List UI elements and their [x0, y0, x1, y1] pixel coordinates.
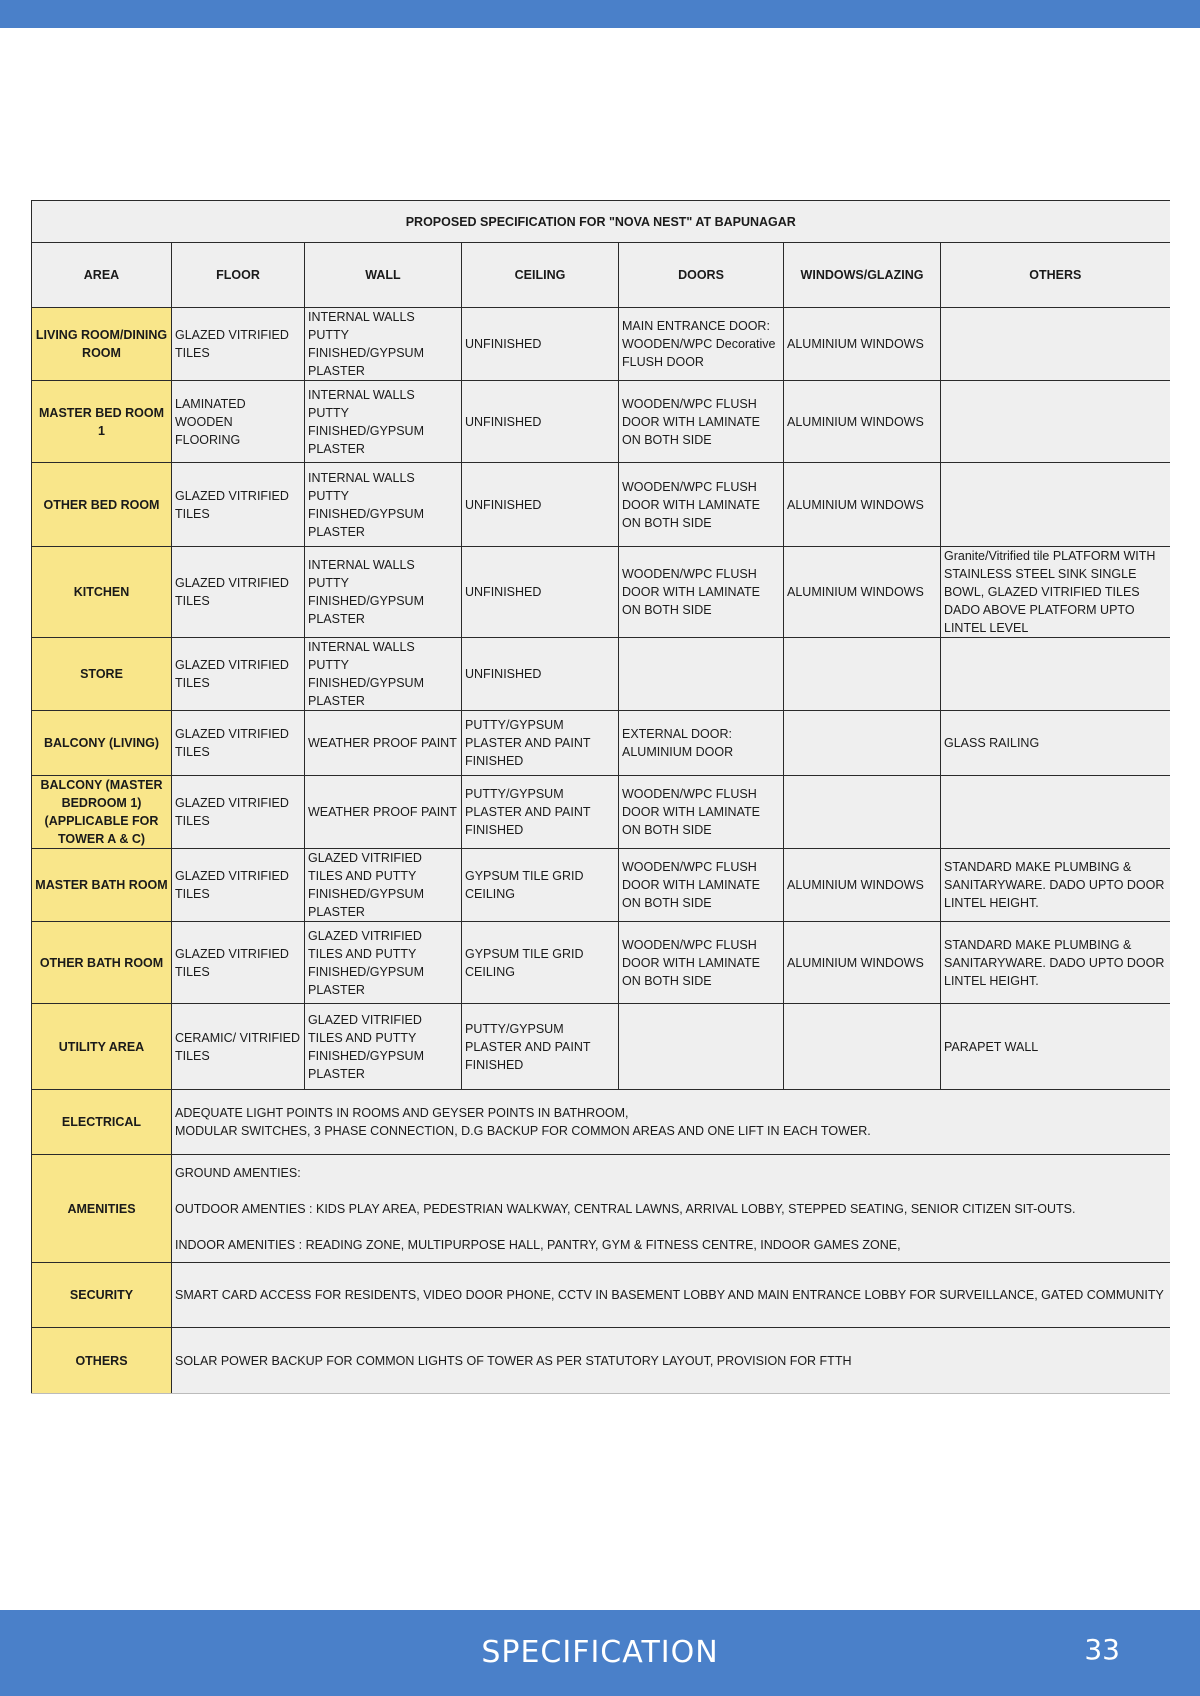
- cell-ceiling: UNFINISHED: [462, 381, 619, 463]
- cell-area: UTILITY AREA: [32, 1004, 172, 1090]
- cell-ceiling: PUTTY/GYPSUM PLASTER AND PAINT FINISHED: [462, 776, 619, 849]
- electrical-label: ELECTRICAL: [32, 1090, 172, 1155]
- cell-others: Granite/Vitrified tile PLATFORM WITH STAINLESS STEEL SINK SINGLE BOWL, GLAZED VITRIFIED TILES DADO ABOVE PLATFORM UPTO LINTEL LEVEL: [941, 547, 1170, 638]
- cell-windows: ALUMINIUM WINDOWS: [784, 308, 941, 381]
- cell-others: PARAPET WALL: [941, 1004, 1170, 1090]
- cell-others: [941, 638, 1170, 711]
- electrical-line-2: MODULAR SWITCHES, 3 PHASE CONNECTION, D.G BACKUP FOR COMMON AREAS AND ONE LIFT IN EACH TOWER.: [175, 1124, 871, 1138]
- cell-doors: WOODEN/WPC FLUSH DOOR WITH LAMINATE ON BOTH SIDE: [619, 547, 784, 638]
- amenities-text: [172, 1155, 1170, 1263]
- cell-floor: GLAZED VITRIFIED TILES: [172, 547, 305, 638]
- cell-area: LIVING ROOM/DINING ROOM: [32, 308, 172, 381]
- cell-ceiling: UNFINISHED: [462, 463, 619, 547]
- table-row: [32, 463, 1170, 547]
- cell-windows: ALUMINIUM WINDOWS: [784, 463, 941, 547]
- security-row: [32, 1263, 1170, 1328]
- cell-wall: INTERNAL WALLS PUTTY FINISHED/GYPSUM PLASTER: [305, 638, 462, 711]
- header-windows: WINDOWS/GLAZING: [784, 243, 941, 308]
- table-row: [32, 1004, 1170, 1090]
- header-area: AREA: [32, 243, 172, 308]
- cell-wall: INTERNAL WALLS PUTTY FINISHED/GYPSUM PLASTER: [305, 381, 462, 463]
- top-bar: [0, 0, 1200, 28]
- cell-floor: GLAZED VITRIFIED TILES: [172, 308, 305, 381]
- amenities-outdoor: OUTDOOR AMENTIES : KIDS PLAY AREA, PEDESTRIAN WALKWAY, CENTRAL LAWNS, ARRIVAL LOBBY, STEPPED SEATING, SENIOR CITIZEN SIT-OUTS.: [175, 1201, 1076, 1216]
- table-title: PROPOSED SPECIFICATION FOR "NOVA NEST" AT BAPUNAGAR: [32, 201, 1170, 243]
- table-row: [32, 922, 1170, 1004]
- cell-wall: WEATHER PROOF PAINT: [305, 776, 462, 849]
- cell-ceiling: PUTTY/GYPSUM PLASTER AND PAINT FINISHED: [462, 711, 619, 776]
- cell-ceiling: UNFINISHED: [462, 638, 619, 711]
- cell-windows: ALUMINIUM WINDOWS: [784, 922, 941, 1004]
- electrical-text: [172, 1090, 1170, 1155]
- cell-others: [941, 381, 1170, 463]
- cell-ceiling: GYPSUM TILE GRID CEILING: [462, 849, 619, 922]
- cell-floor: LAMINATED WOODEN FLOORING: [172, 381, 305, 463]
- cell-area: BALCONY (MASTER BEDROOM 1) (APPLICABLE FOR TOWER A & C): [32, 776, 172, 849]
- cell-floor: CERAMIC/ VITRIFIED TILES: [172, 1004, 305, 1090]
- cell-windows: ALUMINIUM WINDOWS: [784, 381, 941, 463]
- cell-wall: GLAZED VITRIFIED TILES AND PUTTY FINISHED/GYPSUM PLASTER: [305, 1004, 462, 1090]
- header-wall: WALL: [305, 243, 462, 308]
- cell-windows: [784, 711, 941, 776]
- electrical-line-1: ADEQUATE LIGHT POINTS IN ROOMS AND GEYSER POINTS IN BATHROOM,: [175, 1106, 629, 1120]
- cell-windows: ALUMINIUM WINDOWS: [784, 547, 941, 638]
- cell-floor: GLAZED VITRIFIED TILES: [172, 922, 305, 1004]
- cell-area: KITCHEN: [32, 547, 172, 638]
- cell-doors: [619, 1004, 784, 1090]
- security-label: SECURITY: [32, 1263, 172, 1328]
- cell-ceiling: UNFINISHED: [462, 547, 619, 638]
- cell-wall: GLAZED VITRIFIED TILES AND PUTTY FINISHED/GYPSUM PLASTER: [305, 849, 462, 922]
- cell-windows: ALUMINIUM WINDOWS: [784, 849, 941, 922]
- cell-area: MASTER BATH ROOM: [32, 849, 172, 922]
- header-doors: DOORS: [619, 243, 784, 308]
- specification-table: [31, 200, 1170, 1394]
- cell-area: STORE: [32, 638, 172, 711]
- cell-wall: INTERNAL WALLS PUTTY FINISHED/GYPSUM PLASTER: [305, 547, 462, 638]
- amenities-row: [32, 1155, 1170, 1263]
- cell-doors: WOODEN/WPC FLUSH DOOR WITH LAMINATE ON BOTH SIDE: [619, 381, 784, 463]
- security-text: SMART CARD ACCESS FOR RESIDENTS, VIDEO DOOR PHONE, CCTV IN BASEMENT LOBBY AND MAIN ENTRANCE LOBBY FOR SURVEILLANCE, GATED COMMUNITY: [172, 1263, 1170, 1328]
- cell-doors: WOODEN/WPC FLUSH DOOR WITH LAMINATE ON BOTH SIDE: [619, 776, 784, 849]
- cell-others: STANDARD MAKE PLUMBING & SANITARYWARE. DADO UPTO DOOR LINTEL HEIGHT.: [941, 849, 1170, 922]
- cell-floor: GLAZED VITRIFIED TILES: [172, 849, 305, 922]
- cell-others: GLASS RAILING: [941, 711, 1170, 776]
- table-header-row: [32, 243, 1170, 308]
- page-number: 33: [1084, 1633, 1120, 1666]
- amenities-indoor: INDOOR AMENITIES : READING ZONE, MULTIPURPOSE HALL, PANTRY, GYM & FITNESS CENTRE, INDOOR GAMES ZONE,: [175, 1237, 901, 1252]
- cell-doors: WOODEN/WPC FLUSH DOOR WITH LAMINATE ON BOTH SIDE: [619, 463, 784, 547]
- cell-others: [941, 463, 1170, 547]
- footer-bar: [0, 1610, 1200, 1696]
- cell-others: STANDARD MAKE PLUMBING & SANITARYWARE. DADO UPTO DOOR LINTEL HEIGHT.: [941, 922, 1170, 1004]
- footer-title: SPECIFICATION: [481, 1635, 719, 1670]
- others-text: SOLAR POWER BACKUP FOR COMMON LIGHTS OF TOWER AS PER STATUTORY LAYOUT, PROVISION FOR FTTH: [172, 1328, 1170, 1394]
- table-row: [32, 638, 1170, 711]
- cell-area: OTHER BED ROOM: [32, 463, 172, 547]
- cell-others: [941, 308, 1170, 381]
- others-row: [32, 1328, 1170, 1394]
- table-row: [32, 547, 1170, 638]
- cell-floor: GLAZED VITRIFIED TILES: [172, 638, 305, 711]
- cell-wall: GLAZED VITRIFIED TILES AND PUTTY FINISHED/GYPSUM PLASTER: [305, 922, 462, 1004]
- cell-wall: WEATHER PROOF PAINT: [305, 711, 462, 776]
- cell-floor: GLAZED VITRIFIED TILES: [172, 776, 305, 849]
- cell-doors: [619, 638, 784, 711]
- cell-ceiling: GYPSUM TILE GRID CEILING: [462, 922, 619, 1004]
- electrical-row: [32, 1090, 1170, 1155]
- cell-ceiling: UNFINISHED: [462, 308, 619, 381]
- cell-windows: [784, 776, 941, 849]
- table-row: [32, 776, 1170, 849]
- cell-doors: WOODEN/WPC FLUSH DOOR WITH LAMINATE ON BOTH SIDE: [619, 922, 784, 1004]
- table-row: [32, 711, 1170, 776]
- cell-windows: [784, 638, 941, 711]
- cell-wall: INTERNAL WALLS PUTTY FINISHED/GYPSUM PLASTER: [305, 463, 462, 547]
- table-row: [32, 308, 1170, 381]
- cell-wall: INTERNAL WALLS PUTTY FINISHED/GYPSUM PLASTER: [305, 308, 462, 381]
- table-row: [32, 381, 1170, 463]
- header-floor: FLOOR: [172, 243, 305, 308]
- header-others: OTHERS: [941, 243, 1170, 308]
- cell-area: MASTER BED ROOM 1: [32, 381, 172, 463]
- cell-windows: [784, 1004, 941, 1090]
- cell-doors: WOODEN/WPC FLUSH DOOR WITH LAMINATE ON BOTH SIDE: [619, 849, 784, 922]
- cell-doors: MAIN ENTRANCE DOOR: WOODEN/WPC Decorative FLUSH DOOR: [619, 308, 784, 381]
- amenities-label: AMENITIES: [32, 1155, 172, 1263]
- others-label: OTHERS: [32, 1328, 172, 1394]
- cell-area: BALCONY (LIVING): [32, 711, 172, 776]
- cell-others: [941, 776, 1170, 849]
- cell-floor: GLAZED VITRIFIED TILES: [172, 711, 305, 776]
- cell-floor: GLAZED VITRIFIED TILES: [172, 463, 305, 547]
- cell-doors: EXTERNAL DOOR: ALUMINIUM DOOR: [619, 711, 784, 776]
- header-ceiling: CEILING: [462, 243, 619, 308]
- table-title-row: [32, 201, 1170, 243]
- cell-area: OTHER BATH ROOM: [32, 922, 172, 1004]
- amenities-ground: GROUND AMENTIES:: [175, 1165, 301, 1180]
- cell-ceiling: PUTTY/GYPSUM PLASTER AND PAINT FINISHED: [462, 1004, 619, 1090]
- table-row: [32, 849, 1170, 922]
